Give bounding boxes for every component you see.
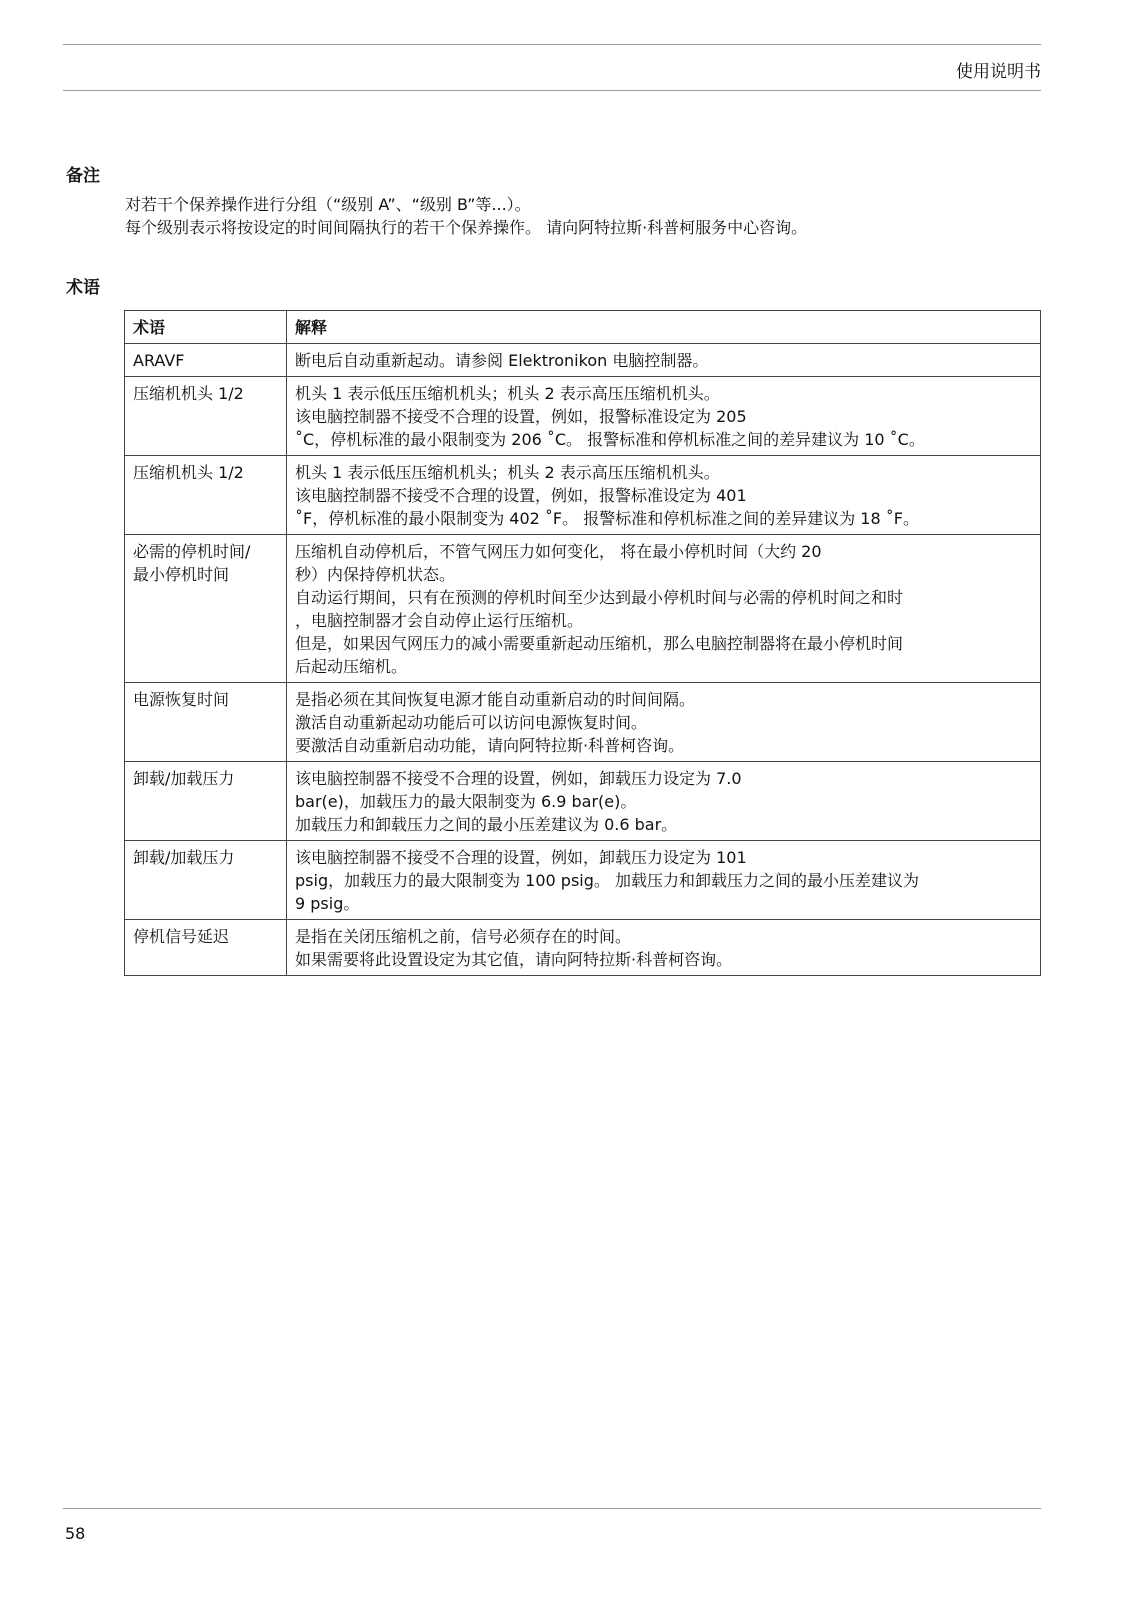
table-row <box>125 456 1041 535</box>
term-text: 必需的停机时间/ <box>133 542 251 561</box>
term-cell <box>125 377 287 456</box>
explanation-text: 秒）内保持停机状态。 <box>295 565 456 584</box>
explanation-text: 该电脑控制器不接受不合理的设置，例如，报警标准设定为 205 <box>295 407 747 426</box>
term-column-header: 术语 <box>125 311 287 344</box>
explanation-text: 机头 1 表示低压压缩机机头；机头 2 表示高压压缩机机头。 <box>295 384 720 403</box>
terms-heading: 术语 <box>66 278 100 298</box>
explanation-cell <box>287 683 1041 762</box>
explanation-text: ，电脑控制器才会自动停止运行压缩机。 <box>295 611 584 630</box>
notes-heading: 备注 <box>66 166 100 186</box>
explanation-text: 该电脑控制器不接受不合理的设置，例如，报警标准设定为 401 <box>295 486 747 505</box>
explanation-cell <box>287 920 1041 976</box>
term-text: 电源恢复时间 <box>133 690 230 709</box>
table-row <box>125 841 1041 920</box>
explanation-text: 是指在关闭压缩机之前，信号必须存在的时间。 <box>295 927 632 946</box>
explanation-cell <box>287 344 1041 377</box>
term-cell <box>125 535 287 683</box>
explanation-cell <box>287 456 1041 535</box>
term-text: 停机信号延迟 <box>133 927 230 946</box>
footer-rule <box>63 1508 1041 1509</box>
explanation-cell <box>287 377 1041 456</box>
explanation-text: 加载压力和卸载压力之间的最小压差建议为 0.6 bar。 <box>295 815 678 834</box>
term-cell <box>125 920 287 976</box>
page-number: 58 <box>65 1524 86 1543</box>
explanation-column-header: 解释 <box>287 311 1041 344</box>
term-text: ARAVF <box>133 351 185 370</box>
term-text: 卸载/加载压力 <box>133 769 235 788</box>
explanation-text: 激活自动重新起动功能后可以访问电源恢复时间。 <box>295 713 648 732</box>
header-top-rule <box>63 44 1041 45</box>
terms-table <box>124 310 1041 976</box>
terms-table-body <box>125 344 1041 976</box>
notes-text <box>125 193 1035 239</box>
explanation-cell <box>287 535 1041 683</box>
term-cell <box>125 683 287 762</box>
term-cell <box>125 841 287 920</box>
term-cell <box>125 762 287 841</box>
notes-line: 对若干个保养操作进行分组（“级别 A”、“级别 B”等...）。 <box>125 195 531 214</box>
explanation-text: bar(e)，加载压力的最大限制变为 6.9 bar(e)。 <box>295 792 637 811</box>
document-type-title: 使用说明书 <box>956 62 1041 82</box>
explanation-text: 该电脑控制器不接受不合理的设置，例如，卸载压力设定为 7.0 <box>295 769 742 788</box>
table-row <box>125 377 1041 456</box>
explanation-text: 但是，如果因气网压力的减小需要重新起动压缩机，那么电脑控制器将在最小停机时间 <box>295 634 904 653</box>
table-row <box>125 920 1041 976</box>
term-text: 压缩机机头 1/2 <box>133 463 244 482</box>
explanation-text: 要激活自动重新启动功能，请向阿特拉斯·科普柯咨询。 <box>295 736 685 755</box>
explanation-text: ˚F，停机标准的最小限制变为 402 ˚F。 报警标准和停机标准之间的差异建议为 18 ˚F。 <box>295 509 919 528</box>
term-cell <box>125 456 287 535</box>
explanation-text: 压缩机自动停机后，不管气网压力如何变化， 将在最小停机时间（大约 20 <box>295 542 822 561</box>
explanation-text: 如果需要将此设置设定为其它值，请向阿特拉斯·科普柯咨询。 <box>295 950 733 969</box>
term-cell <box>125 344 287 377</box>
table-row <box>125 762 1041 841</box>
explanation-text: 后起动压缩机。 <box>295 657 408 676</box>
term-text: 压缩机机头 1/2 <box>133 384 244 403</box>
explanation-text: 断电后自动重新起动。请参阅 Elektronikon 电脑控制器。 <box>295 351 709 370</box>
table-row <box>125 535 1041 683</box>
term-text: 最小停机时间 <box>133 565 230 584</box>
table-row <box>125 683 1041 762</box>
explanation-cell <box>287 841 1041 920</box>
explanation-text: ˚C，停机标准的最小限制变为 206 ˚C。 报警标准和停机标准之间的差异建议为 10 ˚C。 <box>295 430 925 449</box>
notes-line: 每个级别表示将按设定的时间间隔执行的若干个保养操作。 请向阿特拉斯·科普柯服务中心咨询。 <box>125 218 808 237</box>
explanation-text: 自动运行期间，只有在预测的停机时间至少达到最小停机时间与必需的停机时间之和时 <box>295 588 904 607</box>
term-text: 卸载/加载压力 <box>133 848 235 867</box>
explanation-text: 9 psig。 <box>295 894 360 913</box>
header-bottom-rule <box>63 90 1041 91</box>
explanation-cell <box>287 762 1041 841</box>
terms-header-row <box>125 311 1041 344</box>
explanation-text: psig，加载压力的最大限制变为 100 psig。 加载压力和卸载压力之间的最小压差建议为 <box>295 871 919 890</box>
table-row <box>125 344 1041 377</box>
explanation-text: 机头 1 表示低压压缩机机头；机头 2 表示高压压缩机机头。 <box>295 463 720 482</box>
explanation-text: 是指必须在其间恢复电源才能自动重新启动的时间间隔。 <box>295 690 696 709</box>
explanation-text: 该电脑控制器不接受不合理的设置，例如，卸载压力设定为 101 <box>295 848 747 867</box>
